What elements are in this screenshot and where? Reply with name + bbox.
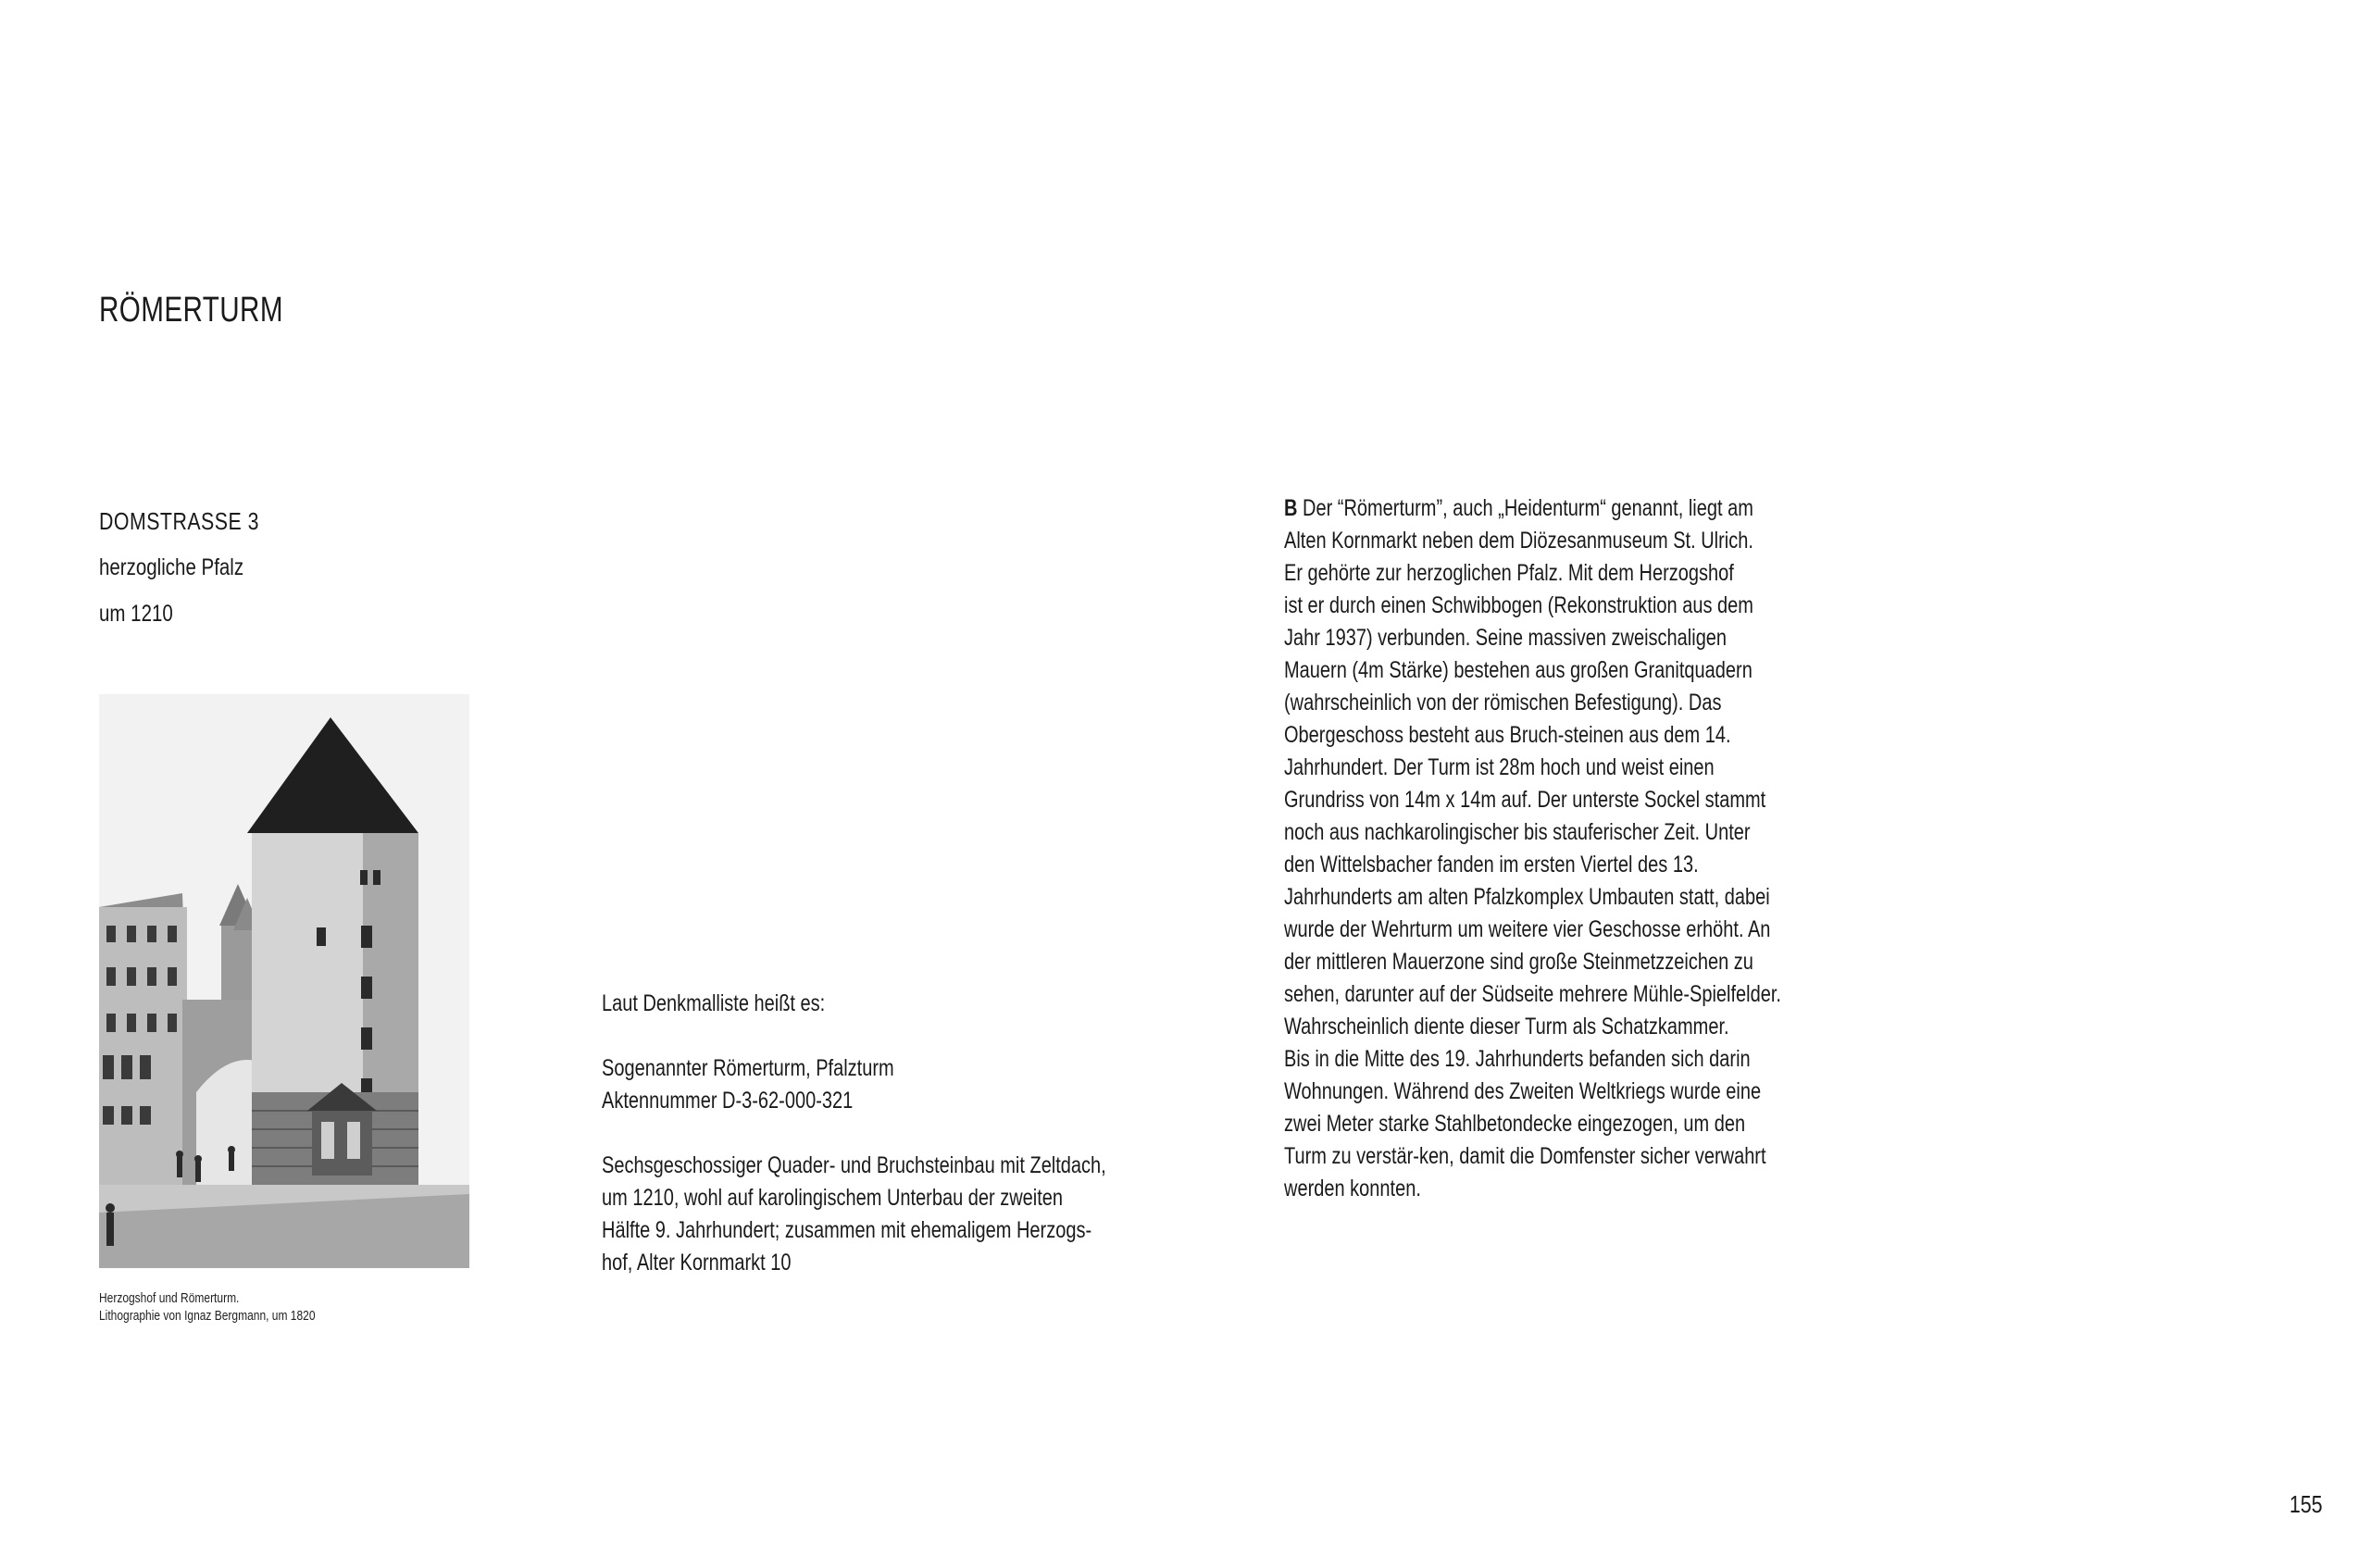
description-line-text: Bis in die Mitte des 19. Jahrhunderts befanden sich darin xyxy=(1284,1046,1751,1072)
denkmal-description-line xyxy=(602,1182,1232,1214)
description-line xyxy=(1284,946,1905,978)
description-line xyxy=(1284,1076,1905,1108)
spacer xyxy=(602,1117,1232,1150)
description-line-text: Jahr 1937) verbunden. Seine massiven zweischaligen xyxy=(1284,625,1728,651)
description-line-text: Jahrhundert. Der Turm ist 28m hoch und weist einen xyxy=(1284,754,1715,780)
page-title xyxy=(99,291,335,330)
description-line-text: Grundriss von 14m x 14m auf. Der unterste Sockel stammt xyxy=(1284,787,1766,813)
denkmal-intro xyxy=(602,988,1232,1020)
description-line xyxy=(1284,687,1905,719)
denkmal-name-text: Sogenannter Römerturm, Pfalzturm xyxy=(602,1055,894,1081)
description-line-text: der mittleren Mauerzone sind große Steinmetzzeichen zu xyxy=(1284,949,1753,975)
description-line-text: sehen, darunter auf der Südseite mehrere Mühle-Spielfelder. xyxy=(1284,981,1781,1007)
description-line-text: ist er durch einen Schwibbogen (Rekonstruktion aus dem xyxy=(1284,592,1753,618)
initial-letter: B xyxy=(1284,495,1298,521)
description-line xyxy=(1284,622,1905,654)
caption-line-2: Lithographie von Ignaz Bergmann, um 1820 xyxy=(99,1308,316,1324)
denkmal-line-4: hof, Alter Kornmarkt 10 xyxy=(602,1250,792,1276)
description-line-text: (wahrscheinlich von der römischen Befestigung). Das xyxy=(1284,690,1722,716)
description-line xyxy=(1284,1173,1905,1205)
description-line-text: Wahrscheinlich diente dieser Turm als Schatzkammer. xyxy=(1284,1014,1729,1039)
denkmal-line-3: Hälfte 9. Jahrhundert; zusammen mit ehemaligem Herzogs- xyxy=(602,1217,1092,1243)
denkmalliste-block xyxy=(602,988,1232,1279)
description-line xyxy=(1284,752,1905,784)
denkmal-description-line xyxy=(602,1214,1232,1247)
description-line-text: Er gehörte zur herzoglichen Pfalz. Mit dem Herzogshof xyxy=(1284,560,1734,586)
description-line xyxy=(1284,1043,1905,1076)
description-line xyxy=(1284,492,1905,525)
description-line-text: Alten Kornmarkt neben dem Diözesanmuseum St. Ulrich. xyxy=(1284,528,1753,554)
address xyxy=(99,498,294,544)
denkmal-intro-text: Laut Denkmalliste heißt es: xyxy=(602,990,826,1016)
description-line xyxy=(1284,978,1905,1011)
description-line xyxy=(1284,1108,1905,1140)
description-line-text: werden konnten. xyxy=(1284,1176,1421,1201)
building-date xyxy=(99,591,294,637)
lithograph-drawing xyxy=(99,694,469,1268)
building-type xyxy=(99,544,294,591)
description-line-text: Jahrhunderts am alten Pfalzkomplex Umbauten statt, dabei xyxy=(1284,884,1770,910)
description-line xyxy=(1284,881,1905,914)
description-line xyxy=(1284,1140,1905,1173)
caption-line xyxy=(99,1289,369,1307)
building-date-text: um 1210 xyxy=(99,601,173,627)
description-line-text: Mauern (4m Stärke) bestehen aus großen Granitquadern xyxy=(1284,657,1753,683)
description-line-text: den Wittelsbacher fanden im ersten Viertel des 13. xyxy=(1284,852,1699,877)
description-line-text: Obergeschoss besteht aus Bruch-steinen aus dem 14. xyxy=(1284,722,1731,748)
description-line xyxy=(1284,654,1905,687)
denkmal-aktennummer xyxy=(602,1085,1232,1117)
description-line-text: Wohnungen. Während des Zweiten Weltkriegs wurde eine xyxy=(1284,1078,1762,1104)
description-line xyxy=(1284,525,1905,557)
description-line xyxy=(1284,1011,1905,1043)
lithograph-image xyxy=(99,694,469,1268)
denkmal-line-2: um 1210, wohl auf karolingischem Unterbau der zweiten xyxy=(602,1185,1064,1211)
figure-caption xyxy=(99,1289,369,1325)
description-line-text: zwei Meter starke Stahlbetondecke eingezogen, um den xyxy=(1284,1111,1746,1137)
denkmal-aktennummer-text: Aktennummer D-3-62-000-321 xyxy=(602,1088,854,1114)
description-line xyxy=(1284,590,1905,622)
description-first-line: Der “Römerturm”, auch „Heidenturm“ genannt, liegt am xyxy=(1297,495,1753,521)
meta-block xyxy=(99,498,294,637)
description-line xyxy=(1284,816,1905,849)
description-line xyxy=(1284,784,1905,816)
description-line-text: noch aus nachkarolingischer bis stauferischer Zeit. Unter xyxy=(1284,819,1751,845)
description-line-text: wurde der Wehrturm um weitere vier Geschosse erhöht. An xyxy=(1284,916,1771,942)
page-title-text: RÖMERTURM xyxy=(99,291,283,330)
description-line-text: Turm zu verstär-ken, damit die Domfenster sicher verwahrt xyxy=(1284,1143,1766,1169)
denkmal-description-line xyxy=(602,1247,1232,1279)
denkmal-description-line xyxy=(602,1150,1232,1182)
caption-line-1: Herzogshof und Römerturm. xyxy=(99,1290,240,1306)
building-type-text: herzogliche Pfalz xyxy=(99,554,244,580)
page-number xyxy=(2289,1490,2329,1519)
denkmal-name xyxy=(602,1052,1232,1085)
description-line xyxy=(1284,914,1905,946)
description-line xyxy=(1284,849,1905,881)
description-line xyxy=(1284,557,1905,590)
description-line xyxy=(1284,719,1905,752)
page-number-text: 155 xyxy=(2289,1490,2323,1518)
denkmal-line-1: Sechsgeschossiger Quader- und Bruchsteinbau mit Zeltdach, xyxy=(602,1152,1106,1178)
address-text: DOMSTRASSE 3 xyxy=(99,507,259,535)
caption-line xyxy=(99,1307,369,1325)
description-text xyxy=(1284,492,1905,1205)
spacer xyxy=(602,1020,1232,1052)
